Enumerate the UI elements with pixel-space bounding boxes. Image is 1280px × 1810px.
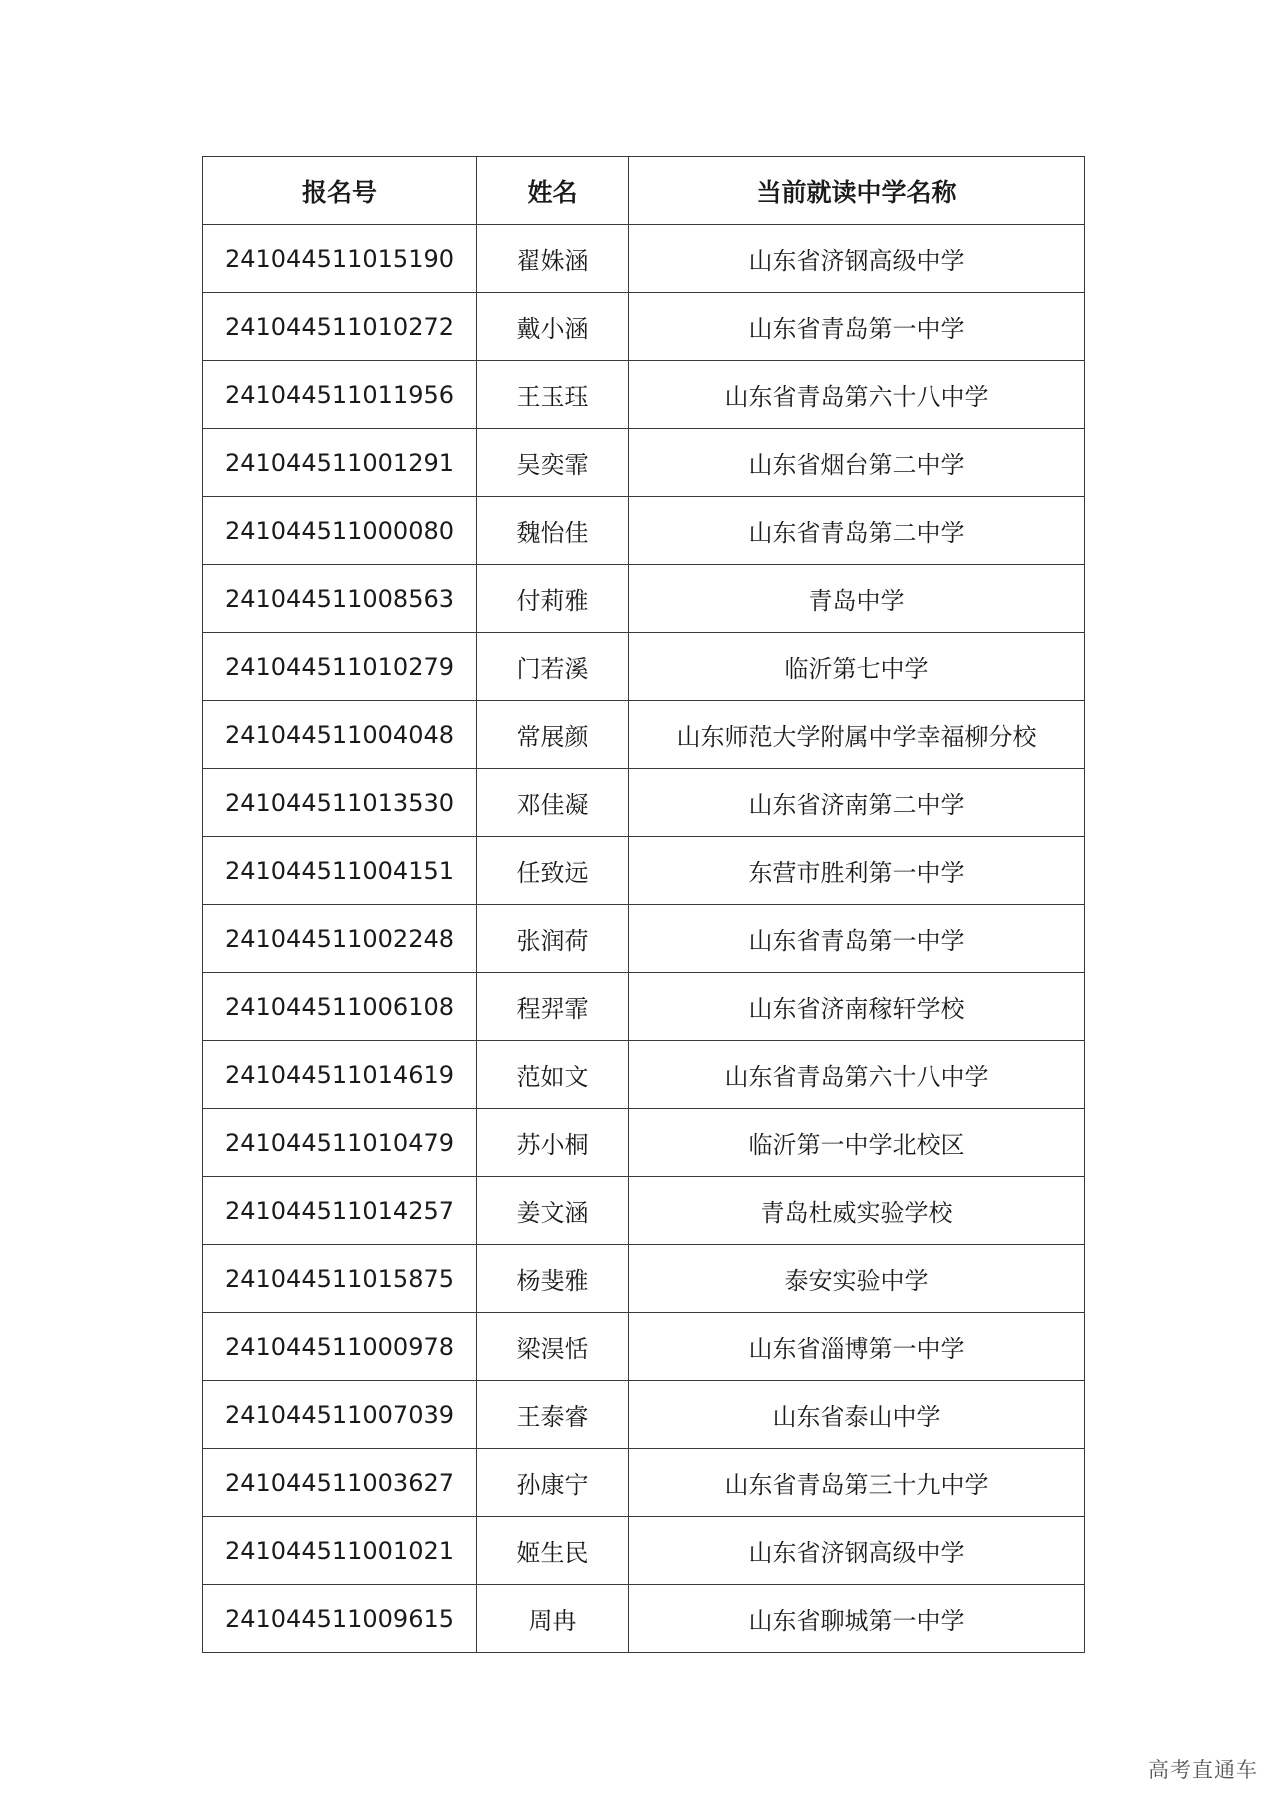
registration-number-cell: 241044511010479 [203, 1109, 477, 1177]
table-header-row [203, 157, 1085, 225]
student-name-cell: 王泰睿 [477, 1381, 629, 1449]
table-row [203, 1041, 1085, 1109]
student-name-cell: 张润荷 [477, 905, 629, 973]
school-name-cell: 青岛杜威实验学校 [629, 1177, 1085, 1245]
school-name-cell: 山东省济钢高级中学 [629, 225, 1085, 293]
registration-number-cell: 241044511009615 [203, 1585, 477, 1653]
school-name-cell: 山东省淄博第一中学 [629, 1313, 1085, 1381]
student-name-cell: 魏怡佳 [477, 497, 629, 565]
table-row [203, 361, 1085, 429]
admission-table [202, 156, 1085, 1653]
school-name-cell: 山东省泰山中学 [629, 1381, 1085, 1449]
registration-number-cell: 241044511006108 [203, 973, 477, 1041]
registration-number-cell: 241044511004048 [203, 701, 477, 769]
table-row [203, 565, 1085, 633]
table-row [203, 1517, 1085, 1585]
student-name-cell: 姬生民 [477, 1517, 629, 1585]
registration-number-cell: 241044511007039 [203, 1381, 477, 1449]
registration-number-cell: 241044511008563 [203, 565, 477, 633]
school-name-cell: 山东省济南第二中学 [629, 769, 1085, 837]
table-row [203, 1109, 1085, 1177]
registration-number-cell: 241044511000080 [203, 497, 477, 565]
student-name-cell: 周冉 [477, 1585, 629, 1653]
school-name-cell: 山东省青岛第二中学 [629, 497, 1085, 565]
student-name-cell: 常展颜 [477, 701, 629, 769]
registration-number-cell: 241044511003627 [203, 1449, 477, 1517]
student-name-cell: 苏小桐 [477, 1109, 629, 1177]
school-name-cell: 山东师范大学附属中学幸福柳分校 [629, 701, 1085, 769]
student-name-cell: 翟姝涵 [477, 225, 629, 293]
registration-number-cell: 241044511014619 [203, 1041, 477, 1109]
watermark-text: 高考直通车 [1148, 1758, 1258, 1782]
school-name-cell: 山东省青岛第一中学 [629, 905, 1085, 973]
registration-number-cell: 241044511010272 [203, 293, 477, 361]
student-name-cell: 付莉雅 [477, 565, 629, 633]
table-row [203, 1449, 1085, 1517]
table-row [203, 973, 1085, 1041]
registration-number-cell: 241044511014257 [203, 1177, 477, 1245]
table-row [203, 497, 1085, 565]
table-row [203, 1177, 1085, 1245]
student-name-cell: 门若溪 [477, 633, 629, 701]
registration-number-cell: 241044511011956 [203, 361, 477, 429]
school-name-cell: 山东省青岛第三十九中学 [629, 1449, 1085, 1517]
table-row [203, 293, 1085, 361]
registration-number-cell: 241044511001021 [203, 1517, 477, 1585]
student-name-cell: 戴小涵 [477, 293, 629, 361]
table-row [203, 225, 1085, 293]
table-row [203, 1585, 1085, 1653]
school-name-cell: 泰安实验中学 [629, 1245, 1085, 1313]
table-row [203, 1313, 1085, 1381]
student-name-cell: 杨斐雅 [477, 1245, 629, 1313]
table-row [203, 769, 1085, 837]
school-name-cell: 山东省青岛第一中学 [629, 293, 1085, 361]
student-name-cell: 程羿霏 [477, 973, 629, 1041]
school-name-cell: 山东省聊城第一中学 [629, 1585, 1085, 1653]
table-row [203, 837, 1085, 905]
school-name-cell: 山东省青岛第六十八中学 [629, 361, 1085, 429]
table-row [203, 701, 1085, 769]
school-name-cell: 山东省济钢高级中学 [629, 1517, 1085, 1585]
school-name-cell: 临沂第七中学 [629, 633, 1085, 701]
table-row [203, 429, 1085, 497]
school-name-cell: 山东省青岛第六十八中学 [629, 1041, 1085, 1109]
registration-number-cell: 241044511013530 [203, 769, 477, 837]
student-name-cell: 范如文 [477, 1041, 629, 1109]
student-name-cell: 吴奕霏 [477, 429, 629, 497]
column-header-name: 姓名 [477, 157, 629, 225]
registration-number-cell: 241044511000978 [203, 1313, 477, 1381]
registration-number-cell: 241044511002248 [203, 905, 477, 973]
column-header-school: 当前就读中学名称 [629, 157, 1085, 225]
registration-number-cell: 241044511010279 [203, 633, 477, 701]
table-row [203, 633, 1085, 701]
school-name-cell: 青岛中学 [629, 565, 1085, 633]
school-name-cell: 东营市胜利第一中学 [629, 837, 1085, 905]
registration-number-cell: 241044511001291 [203, 429, 477, 497]
column-header-registration-number: 报名号 [203, 157, 477, 225]
student-name-cell: 姜文涵 [477, 1177, 629, 1245]
table-row [203, 1245, 1085, 1313]
registration-number-cell: 241044511015875 [203, 1245, 477, 1313]
registration-number-cell: 241044511015190 [203, 225, 477, 293]
student-name-cell: 王玉珏 [477, 361, 629, 429]
registration-number-cell: 241044511004151 [203, 837, 477, 905]
school-name-cell: 临沂第一中学北校区 [629, 1109, 1085, 1177]
school-name-cell: 山东省济南稼轩学校 [629, 973, 1085, 1041]
school-name-cell: 山东省烟台第二中学 [629, 429, 1085, 497]
student-name-cell: 孙康宁 [477, 1449, 629, 1517]
table-row [203, 905, 1085, 973]
student-name-cell: 梁淏恬 [477, 1313, 629, 1381]
table-row [203, 1381, 1085, 1449]
student-name-cell: 邓佳凝 [477, 769, 629, 837]
student-name-cell: 任致远 [477, 837, 629, 905]
